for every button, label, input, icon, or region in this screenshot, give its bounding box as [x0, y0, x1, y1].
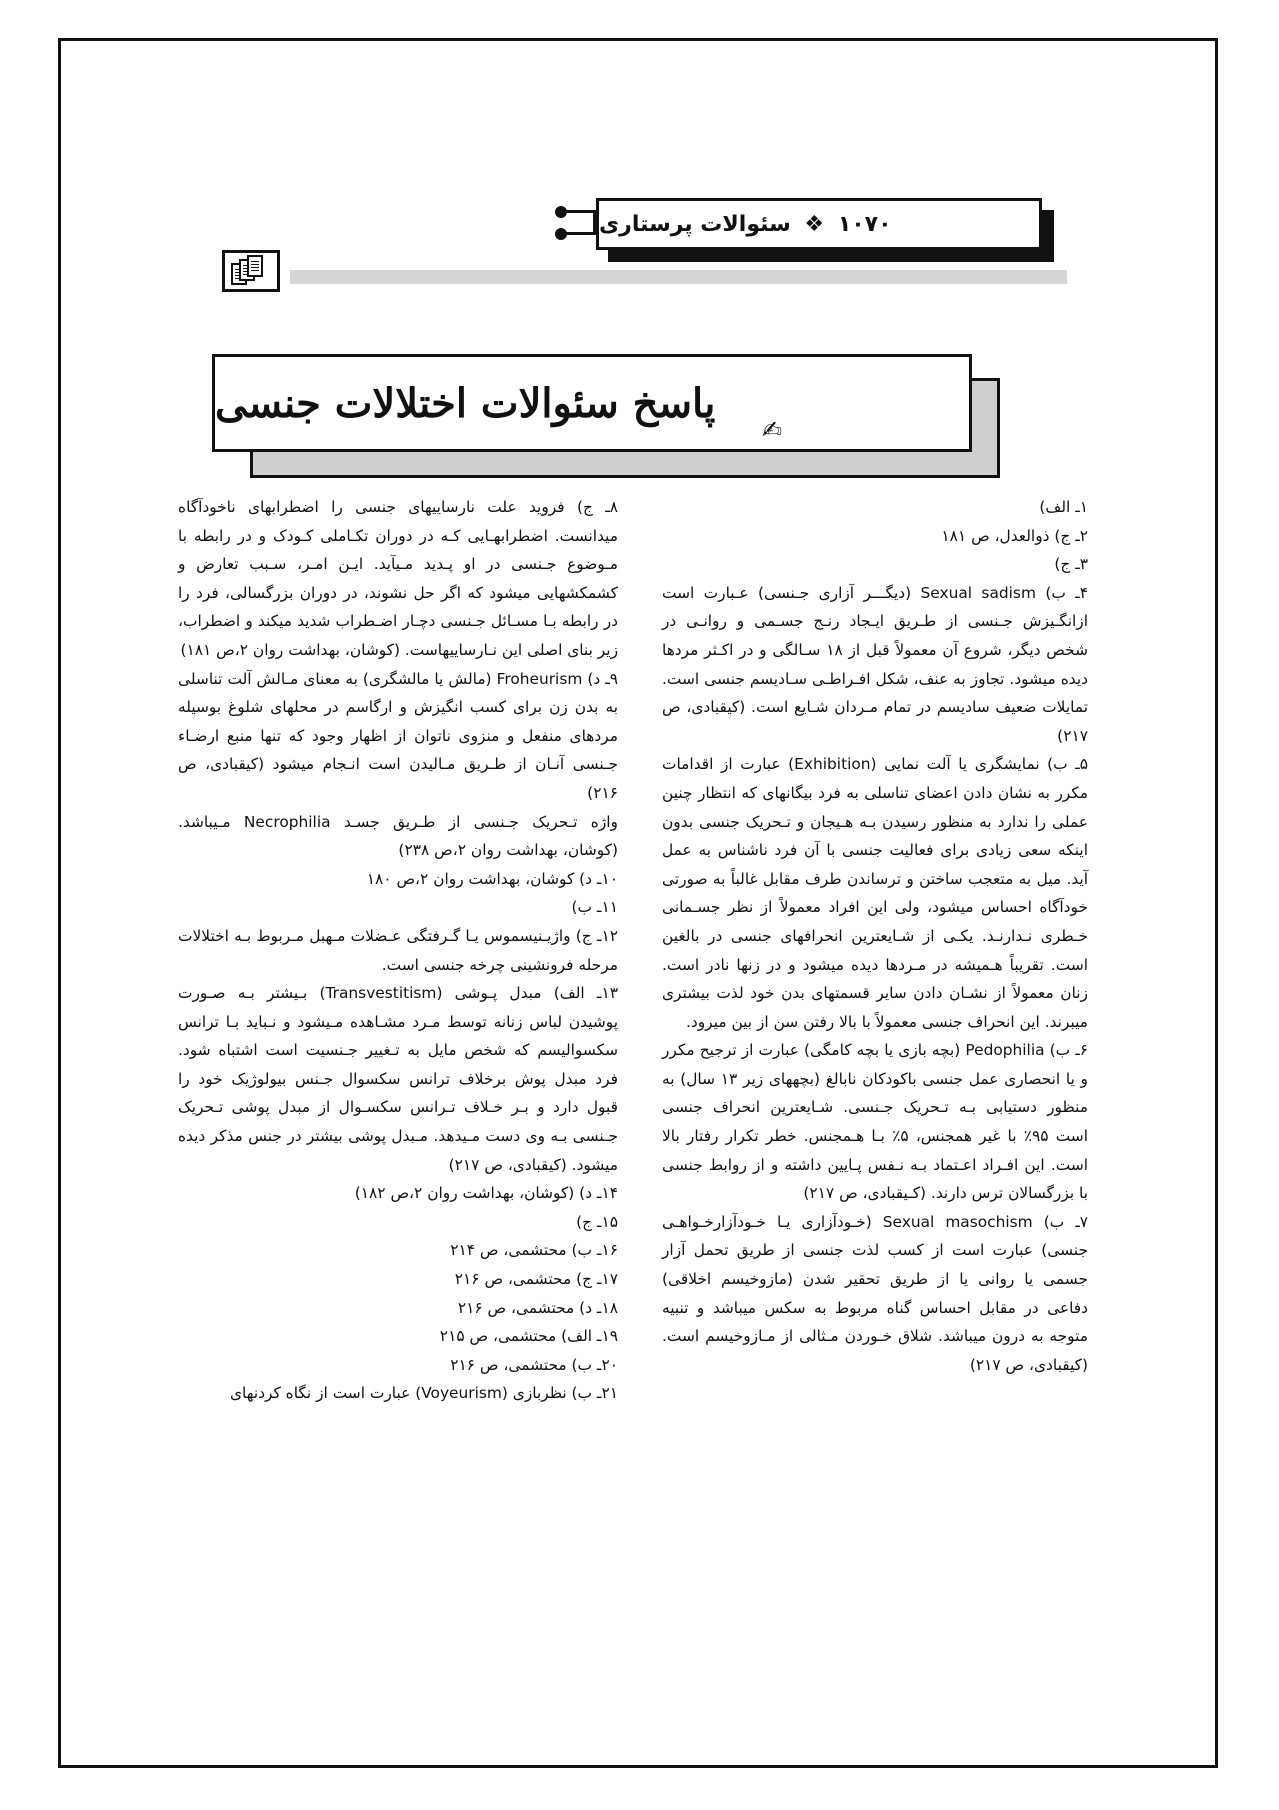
left-column [178, 493, 618, 1408]
answer-entry: ۹ـ د) Froheurism (مالش یا مالشگری) به معنای مـالش آلت تناسلی به بدن زن برای کسب انگیزش و ارگاسم در محلهای شلوغ بوسیله مردهای منفعل و منزوی ناتوان از اظهار وجود که تنها منبع ارضـاء جـنسی آنـان از طـریق مـالیدن است انـجام میشود (کیقبادی، ص ۲۱۶) [178, 669, 619, 802]
answer-entry: ۱۱ـ ب) [571, 898, 618, 917]
answer-entry: ۱۰ـ د) کوشان، بهداشت روان ۲،ص ۱۸۰ [366, 869, 618, 888]
answer-entry: ۱۳ـ الف) مبدل پـوشی (Transvestitism) بـیشتر بـه صـورت پوشیدن لباس زنانه توسط مـرد مشـاهده مـیشود و نـباید بـا ترانس سکسوالیسم که شخص مایل به تـغییر جـنسیت است اشتباه شود. فرد مبدل پوش برخلاف ترانس سکسوال جـنس بیولوژیک خود را قبول دارد و بـر خـلاف تـرانس سکسـوال از مبدل پوشی تـحریک جـنسی بـه وی دست مـیدهد. مـبدل پوشی بیشتر در جنس مذکر دیده میشود. (کیقبادی، ص ۲۱۷) [178, 984, 618, 1174]
running-header-text [599, 212, 892, 237]
answer-entry: ۵ـ ب) نمایشگری یا آلت نمایی (Exhibition) عبارت از اقدامات مکرر به نشان دادن اعضای تناسلی به فرد بیگانهای که انتظار چنین عملی را ندارد به منظور رسیدن بـه هـیجان و تـحریک جنسی بدون اینکه سعی زیادی برای فعالیت جنسی با آن فرد ناشناس به عمل آید. میل به متعجب ساختن و ترساندن طرف مقابل غالباً به صورتی خودآگاه احساس میشود، ولی این افراد معمولاً از نظر جسـمانی خـطری نـدارنـد. یکـی از شـایعترین انحرافهای جنسی در بالغین است. تقریباً هـمیشه در مـردها دیده میشود و در زنها نادر است. زنان معمولاً از نشـان دادن سایر قسمتهای بدن خود لذت بیشتری میبرند. این انحراف جنسی معمولاً با بالا رفتن سن از بین میرود. [662, 755, 1088, 1031]
answer-entry: ۳ـ ج) [1054, 555, 1088, 574]
answer-entry: ۱۶ـ ب) محتشمی، ص ۲۱۴ [450, 1241, 618, 1260]
connector-line [565, 232, 595, 235]
answer-entry: ۷ـ ب) Sexual masochism (خـودآزاری یـا خـودآزارخـواهـی جنسی) عبارت است از کسب لذت جنسی از طریق تحمل آزار جسمی یا روانی یا از طریق تحقیر شدن (مازوخیسم اخلاقی) دفاعی در مقابل احساس گناه مربوط به سکس میباشد و تنبیه متوجه به درون میباشد. شلاق خـوردن مـثالی از مـازوخیسم است. (کیقبادی، ص ۲۱۷) [662, 1212, 1088, 1374]
answer-entry: ۱۲ـ ج) واژیـنیسموس یـا گـرفتگی عـضلات مـهبل مـربوط بـه اختلالات مرحله فرونشینی چرخه جنسی است. [178, 926, 618, 974]
section-title: پاسخ سئوالات اختلالات جنسی [215, 379, 716, 427]
answer-entry: ۸ـ ج) فروید علت نارساییهای جنسی را اضطرابهای ناخودآگاه میدانست. اضطرابهـایی کـه در دوران تکـاملی کـودک و در رابطه با مـوضوع جـنسی در او پـدید مـیآید. ایـن امـر، سـبب تعارض و کشمکشهایی میشود که اگر حل نشوند، در دوران بزرگسالی، فرد را در رابطه بـا مسـائل جـنسی دچـار اضـطراب شدید میکند و اضطراب، زیر بنای اصلی این نـارساییهاست. (کوشان، بهداشت روان ۲،ص ۱۸۱) [178, 498, 618, 659]
connector-line [565, 210, 595, 213]
answer-entry: ۲ـ ج) ذوالعدل، ص ۱۸۱ [941, 526, 1088, 545]
header-rule [290, 270, 1067, 284]
answer-entry: ۱۵ـ ج) [576, 1212, 618, 1231]
answer-entry: ۱۹ـ الف) محتشمی، ص ۲۱۵ [439, 1327, 618, 1346]
page-number: ۱۰۷۰ [837, 211, 892, 237]
right-column [662, 493, 1088, 1379]
documents-icon [222, 250, 280, 292]
answer-entry: ۲۱ـ ب) نظربازی (Voyeurism) عبارت است از نگاه کردنهای [229, 1384, 618, 1403]
answer-entry: ۱۸ـ د) محتشمی، ص ۲۱۶ [457, 1298, 618, 1317]
answer-entry: ۱۴ـ د) (کوشان، بهداشت روان ۲،ص ۱۸۲) [354, 1184, 618, 1203]
answer-entry: ۱۷ـ ج) محتشمی، ص ۲۱۶ [454, 1270, 618, 1289]
answer-entry: ۴ـ ب) Sexual sadism (دیگـــر آزاری جـنسی) عـبارت است ازانگـیزش جـنسی از طـریق ایـجاد رنـج جسـمی و روانـی در شخص دیگر، شروع آن معمولاً قبل از ۱۸ سـالگی و در اکـثر مردها دیده میشود. تجاوز به عنف، شکل افـراطـی سـادیسم جنسی است. تمایلات ضعیف سادیسم در تمام مـردان شـایع است. (کیقبادی، ص ۲۱۷) [662, 583, 1089, 745]
answer-entry: واژه تـحریک جـنسی از طـریق جسـد Necrophilia مـیباشد. (کوشان، بهداشت روان ۲،ص ۲۳۸) [178, 812, 618, 860]
book-title: سئوالات پرستاری [599, 211, 791, 237]
answer-entry: ۲۰ـ ب) محتشمی، ص ۲۱۶ [450, 1355, 618, 1374]
running-header [596, 198, 1042, 250]
separator-glyph: ❖ [804, 211, 825, 237]
section-title-box [212, 354, 972, 452]
answer-entry: ۱ـ الف) [1039, 498, 1088, 516]
pen-writing-icon: ✍ [762, 416, 783, 444]
answer-entry: ۶ـ ب) Pedophilia (بچه بازی یا بچه کامگی) عبارت از ترجیح مکرر و یا انحصاری عمل جنسی باکودکان نابالغ (بچههای زیر ۱۳ سال) به منظور دستیابی بـه تـحریک جـنسی. شـایعترین انحراف جنسی است ۹۵٪ با غیر همجنس، ۵٪ بـا هـمجنس. خطر تکرار رفتار بالا است. این افـراد اعـتماد بـه نـفس پـایین داشته و از روابط جنسی با بزرگسالان ترس دارند. (کـیقبادی، ص ۲۱۷) [662, 1041, 1088, 1203]
